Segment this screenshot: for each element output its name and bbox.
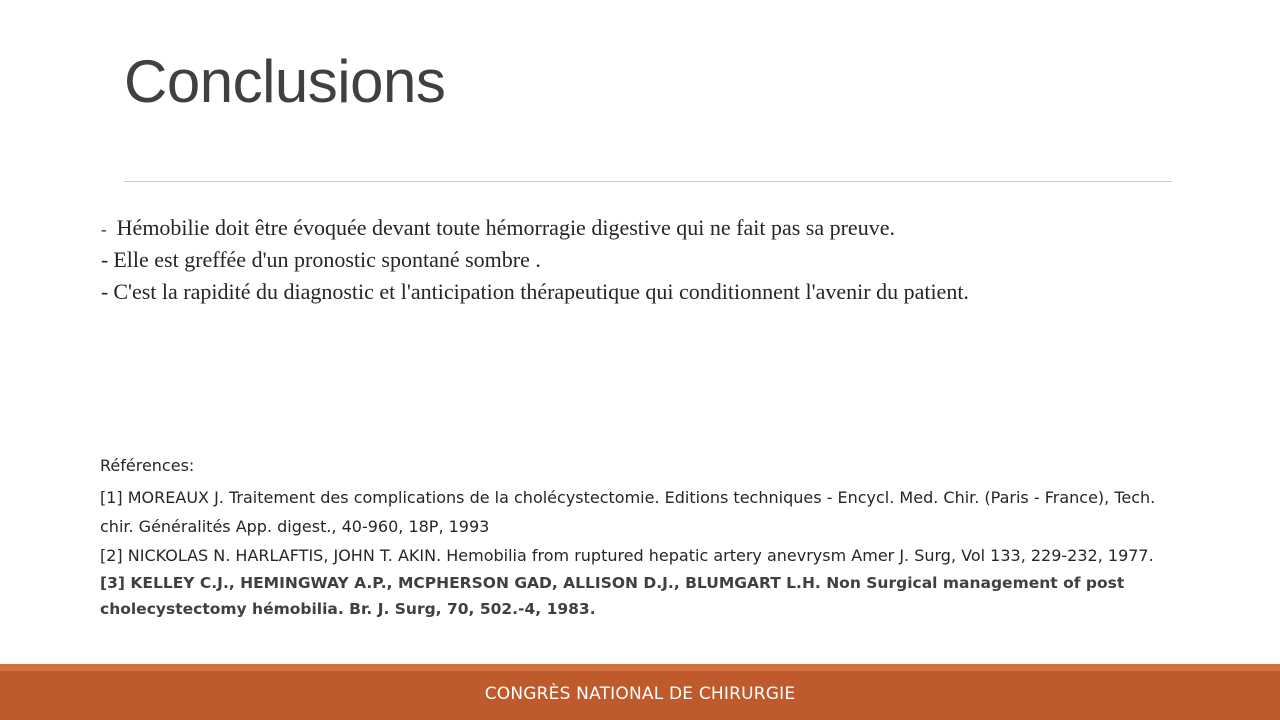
conclusion-text: Hémobilie doit être évoquée devant toute hémorragie digestive qui ne fait pas sa preuve. <box>116 215 895 240</box>
bullet-dash: - <box>101 279 109 304</box>
footer-text: CONGRÈS NATIONAL DE CHIRURGIE <box>484 684 796 704</box>
references-heading: Références: <box>100 456 195 475</box>
conclusion-text: Elle est greffée d'un pronostic spontané sombre . <box>113 247 541 272</box>
slide-title: Conclusions <box>124 48 446 115</box>
reference-item: [3] KELLEY C.J., HEMINGWAY A.P., MCPHERSON GAD, ALLISON D.J., BLUMGART L.H. Non Surgical management of post cholecystectomy hémobilia. Br. J. Surg, 70, 502.-4, 1983. <box>100 574 1125 618</box>
conclusion-text: C'est la rapidité du diagnostic et l'anticipation thérapeutique qui conditionnent l'avenir du patient. <box>113 279 969 304</box>
references-block <box>100 452 1180 622</box>
bullet-dash: - <box>101 247 109 272</box>
title-divider <box>124 181 1172 182</box>
reference-item: [1] MOREAUX J. Traitement des complications de la cholécystectomie. Editions techniques - Encycl. Med. Chir. (Paris - France), Tech. chir. Généralités App. digest., 40-960, 18P, 1993 <box>100 488 1156 536</box>
footer-accent-line <box>0 664 1280 671</box>
conclusion-item <box>101 212 1221 244</box>
conclusion-list <box>101 212 1221 308</box>
conclusion-item <box>101 244 1221 276</box>
bullet-dash: - <box>101 220 107 239</box>
conclusion-item <box>101 276 1221 308</box>
reference-item: [2] NICKOLAS N. HARLAFTIS, JOHN T. AKIN. Hemobilia from ruptured hepatic artery anevrysm Amer J. Surg, Vol 133, 229-232, 1977. <box>100 546 1154 565</box>
